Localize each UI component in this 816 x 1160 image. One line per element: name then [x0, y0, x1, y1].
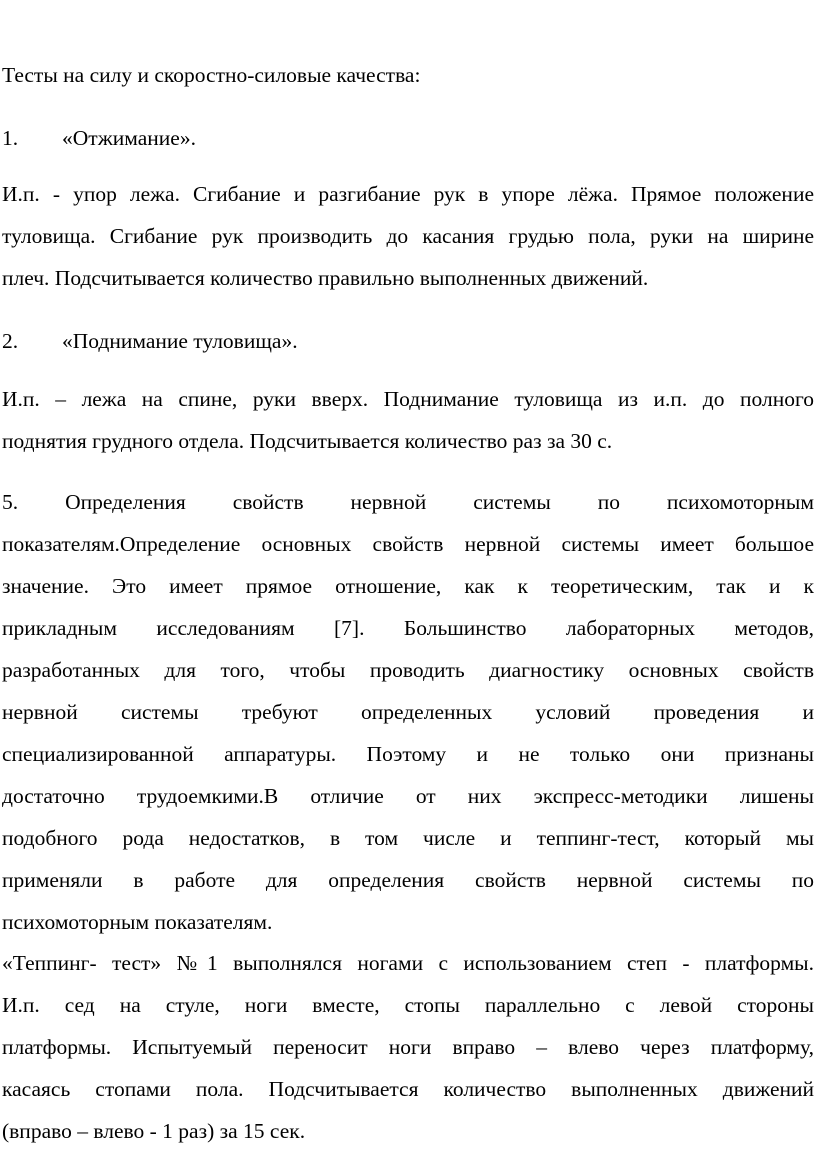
section5-line: применяли в работе для определения свойств нервной системы по	[2, 868, 814, 892]
section5-line: прикладным исследованиям [7]. Большинство лабораторных методов,	[2, 616, 814, 640]
test1-desc-line: И.п. - упор лежа. Сгибание и разгибание рук в упоре лёжа. Прямое положение	[2, 182, 814, 206]
test2-desc-line: И.п. – лежа на спине, руки вверх. Поднимание туловища из и.п. до полного	[2, 387, 814, 411]
section5-line: психомоторным показателям.	[2, 910, 273, 934]
section5-line: 5. Определения свойств нервной системы по психомоторным	[2, 490, 814, 514]
section5-line: разработанных для того, чтобы проводить диагностику основных свойств	[2, 658, 814, 682]
tapping-line: «Теппинг- тест» №1 выполнялся ногами с использованием степ - платформы.	[2, 951, 814, 975]
tapping-line: касаясь стопами пола. Подсчитывается количество выполненных движений	[2, 1077, 814, 1101]
tapping-line: (вправо – влево - 1 раз) за 15 сек.	[2, 1119, 306, 1143]
test1-title: «Отжимание».	[62, 126, 196, 150]
section5-line: нервной системы требуют определенных условий проведения и	[2, 700, 814, 724]
test1-desc-line: плеч. Подсчитывается количество правильно выполненных движений.	[2, 266, 649, 290]
test1-title-line	[2, 117, 814, 159]
test1-desc-line: туловища. Сгибание рук производить до касания грудью пола, руки на ширине	[2, 224, 814, 248]
test2-number: 2.	[2, 329, 19, 353]
test2-title: «Поднимание туловища».	[62, 329, 298, 353]
test2-title-line	[2, 320, 814, 362]
tapping-line: И.п. сед на стуле, ноги вместе, стопы параллельно с левой стороны	[2, 993, 814, 1017]
section5-line: достаточно трудоемкими.В отличие от них экспресс-методики лишены	[2, 784, 814, 808]
test2-desc-line: поднятия грудного отдела. Подсчитывается количество раз за 30 с.	[2, 429, 613, 453]
section5-line: специализированной аппаратуры. Поэтому и не только они признаны	[2, 742, 814, 766]
tapping-line: платформы. Испытуемый переносит ноги вправо – влево через платформу,	[2, 1035, 814, 1059]
section5-line: подобного рода недостатков, в том числе и теппинг-тест, который мы	[2, 826, 814, 850]
section5-line: показателям.Определение основных свойств нервной системы имеет большое	[2, 532, 814, 556]
section-heading: Тесты на силу и скоростно-силовые качества:	[2, 63, 421, 87]
section5-line: значение. Это имеет прямое отношение, как к теоретическим, так и к	[2, 574, 814, 598]
test1-number: 1.	[2, 126, 19, 150]
